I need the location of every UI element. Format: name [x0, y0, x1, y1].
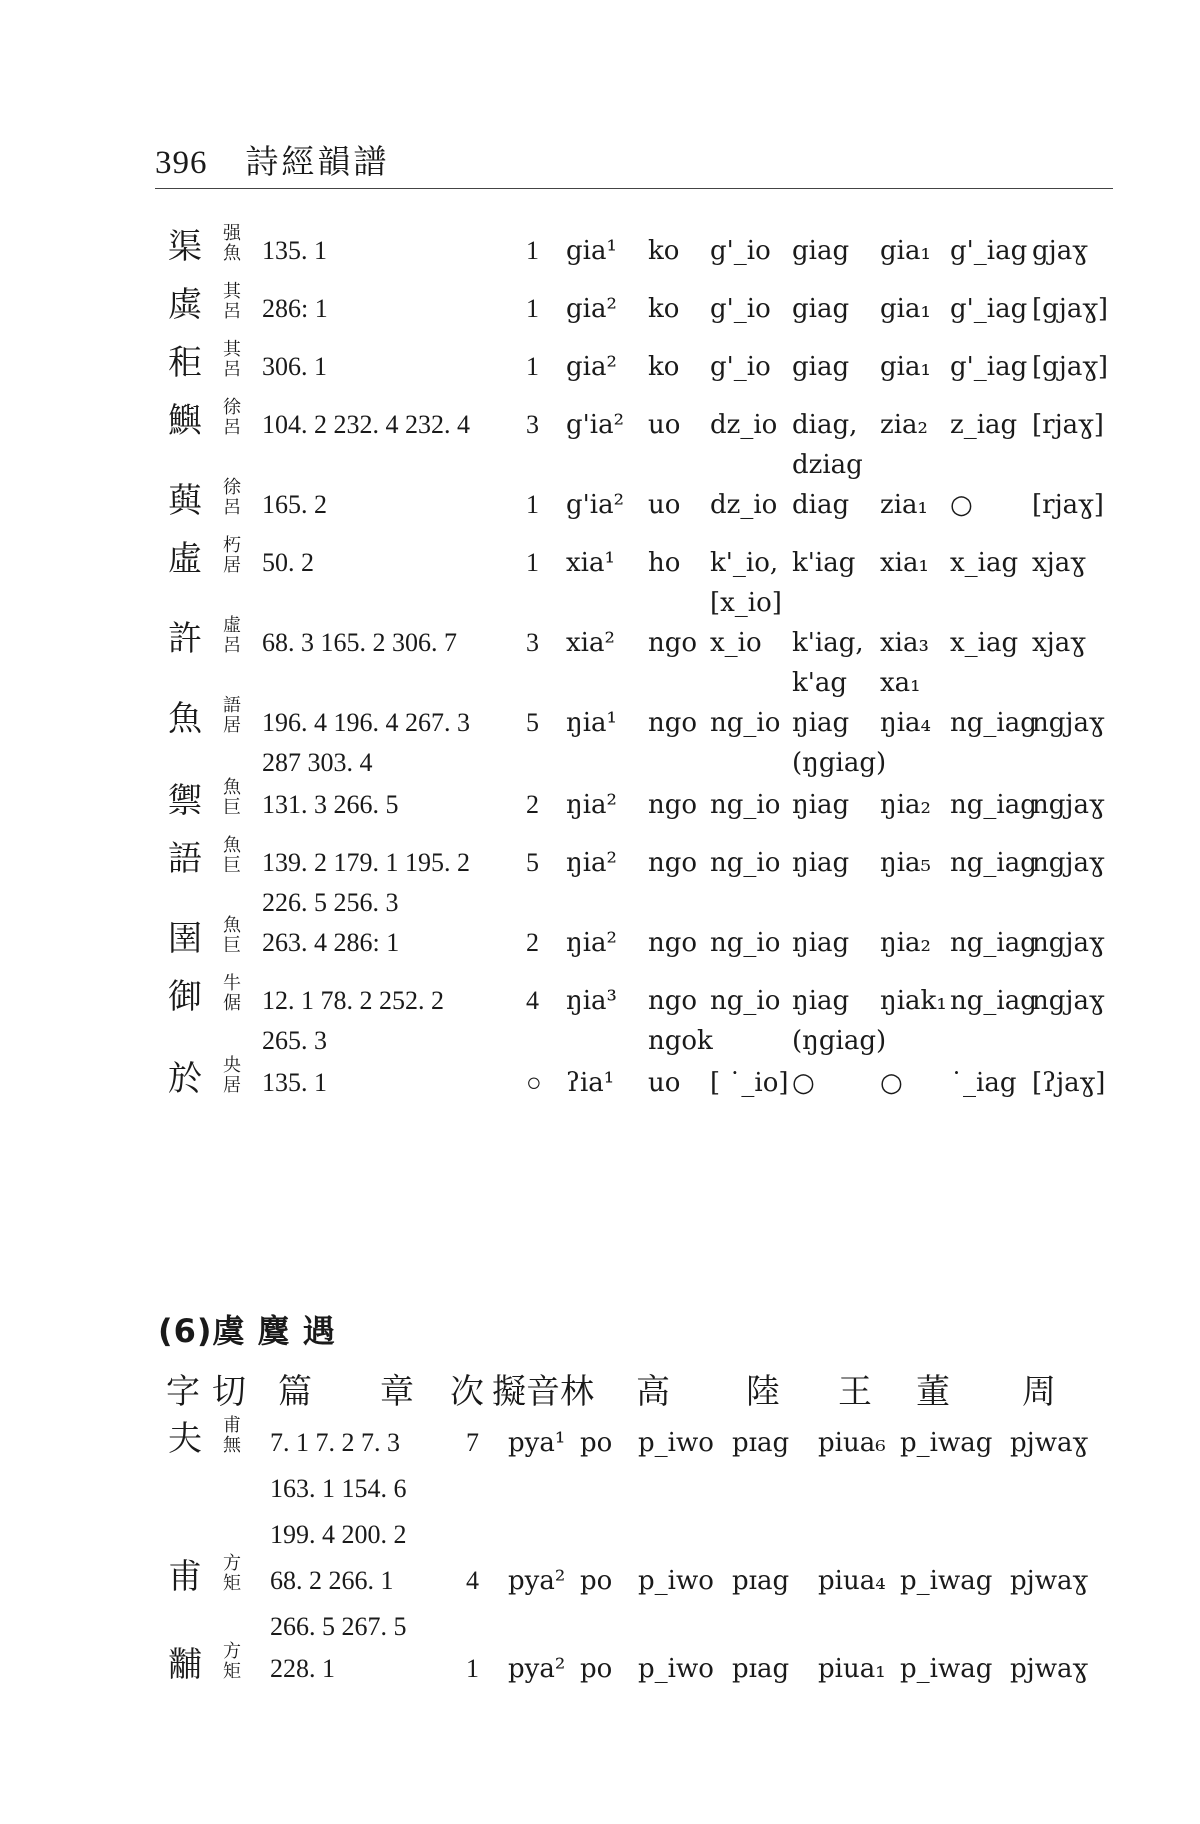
reconstruction-c1: gia¹ [566, 236, 617, 266]
reconstruction-c7: pjwaɣ [1010, 1566, 1089, 1596]
reconstruction-c2: po [580, 1654, 613, 1684]
reconstruction-c4: pɪag [732, 1566, 790, 1596]
reconstruction-c6: ○ [950, 490, 973, 520]
reconstruction-c3: p_iwo [638, 1654, 714, 1684]
reconstruction-c7: ngjaɣ [1032, 790, 1105, 820]
reconstruction-c2: ngo [648, 790, 698, 820]
reconstruction-c6: ng_iag [950, 928, 1037, 958]
head-character: 於 [168, 1059, 202, 1099]
reconstruction-c3: x_io [710, 628, 762, 658]
fanqie-upper: 魚 [223, 777, 241, 798]
table-row [0, 535, 1200, 618]
poem-reference: 228. 1 [270, 1654, 335, 1683]
column-header: 擬音 [492, 1372, 560, 1412]
poem-reference: 12. 1 78. 2 252. 2 [262, 986, 444, 1015]
head-character: 黼 [168, 1645, 202, 1685]
column-header: 篇 [278, 1372, 312, 1412]
reconstruction-c3: g'_io [710, 352, 771, 382]
reconstruction-c5: ŋiak₁ [880, 986, 947, 1016]
reconstruction-c5: gia₁ [880, 236, 931, 266]
reconstruction-c3: [ ˙_io] [710, 1068, 789, 1098]
reconstruction-c4: giag [792, 352, 850, 382]
reconstruction-c2: ko [648, 352, 680, 382]
table-row [0, 973, 1200, 1056]
poem-reference: 199. 4 200. 2 [270, 1520, 407, 1549]
fanqie-lower: 呂 [223, 497, 241, 518]
poem-reference: 50. 2 [262, 548, 314, 577]
column-header: 林 [560, 1372, 594, 1412]
reconstruction-c1: g'ia² [566, 490, 625, 520]
column-header: 高 [636, 1372, 670, 1412]
occurrence-count: 5 [526, 848, 539, 877]
reconstruction-c6: ˙_iag [950, 1068, 1017, 1098]
poem-reference: 135. 1 [262, 1068, 327, 1097]
reconstruction-c3: g'_io [710, 294, 771, 324]
occurrence-count: 4 [466, 1566, 479, 1595]
fanqie-lower: 魚 [223, 243, 241, 264]
column-header: 切 [212, 1372, 246, 1412]
occurrence-count: 4 [526, 986, 539, 1015]
fanqie-upper: 其 [223, 281, 241, 302]
occurrence-count: 1 [526, 236, 539, 265]
fanqie-lower: 居 [223, 715, 241, 736]
reconstruction-c7: [gjaɣ] [1032, 294, 1109, 324]
reconstruction-c4: ○ [792, 1068, 815, 1098]
occurrence-count: 3 [526, 410, 539, 439]
fanqie-lower: 無 [223, 1435, 241, 1456]
reconstruction-c3: p_iwo [638, 1428, 714, 1458]
reconstruction-c2: ko [648, 294, 680, 324]
head-character: 甫 [168, 1557, 202, 1597]
fanqie-lower: 矩 [223, 1661, 241, 1682]
fanqie-lower: 呂 [223, 417, 241, 438]
head-character: 許 [168, 619, 202, 659]
table-row [0, 695, 1200, 778]
poem-reference: 135. 1 [262, 236, 327, 265]
reconstruction-c4: ŋiag [792, 790, 850, 820]
fanqie-upper: 徐 [223, 477, 241, 498]
column-header: 董 [916, 1372, 950, 1412]
reconstruction-c2: ngo [648, 986, 698, 1016]
reconstruction-c1: ŋia³ [566, 986, 617, 1016]
head-character: 魚 [168, 699, 202, 739]
reconstruction-c3: ng_io [710, 708, 781, 738]
fanqie-upper: 央 [223, 1055, 241, 1076]
reconstruction-c1: g'ia² [566, 410, 625, 440]
reconstruction-c1: ŋia¹ [566, 708, 617, 738]
reconstruction-c7: [rjaɣ] [1032, 490, 1104, 520]
column-header: 次 [450, 1372, 484, 1412]
reconstruction-alt: (ŋgiag) [792, 748, 887, 778]
reconstruction-c2: po [580, 1566, 613, 1596]
reconstruction-c4: giag [792, 294, 850, 324]
head-character: 秬 [168, 343, 202, 383]
reconstruction-c1: pya¹ [508, 1428, 566, 1458]
fanqie-upper: 魚 [223, 835, 241, 856]
reconstruction-c4: pɪag [732, 1428, 790, 1458]
reconstruction-c7: ngjaɣ [1032, 928, 1105, 958]
fanqie-upper: 方 [223, 1641, 241, 1662]
occurrence-count: 1 [526, 548, 539, 577]
fanqie-lower: 巨 [223, 797, 241, 818]
reconstruction-c4: ŋiag [792, 848, 850, 878]
poem-reference: 287 303. 4 [262, 748, 373, 777]
column-header: 王 [838, 1372, 872, 1412]
table-row [0, 1641, 1200, 1714]
table-row [0, 1553, 1200, 1641]
head-character: 圉 [168, 919, 202, 959]
fanqie-lower: 居 [223, 555, 241, 576]
reconstruction-c1: pya² [508, 1654, 566, 1684]
reconstruction-c2: uo [648, 410, 681, 440]
reconstruction-c4: ŋiag [792, 928, 850, 958]
poem-reference: 266. 5 267. 5 [270, 1612, 407, 1641]
occurrence-count: 3 [526, 628, 539, 657]
reconstruction-c2: ngo [648, 848, 698, 878]
reconstruction-c5: xia₃ [880, 628, 929, 658]
fanqie-lower: 倨 [223, 993, 241, 1014]
table-row [0, 397, 1200, 480]
fanqie-upper: 魚 [223, 915, 241, 936]
reconstruction-c4: diag [792, 490, 850, 520]
reconstruction-c6: p_iwag [900, 1654, 993, 1684]
poem-reference: 165. 2 [262, 490, 327, 519]
reconstruction-c7: [rjaɣ] [1032, 410, 1104, 440]
reconstruction-c6: g'_iag [950, 236, 1028, 266]
head-character: 夫 [168, 1419, 202, 1459]
reconstruction-c2: uo [648, 1068, 681, 1098]
header-rule [155, 188, 1113, 189]
fanqie-lower: 呂 [223, 301, 241, 322]
reconstruction-c5: xia₁ [880, 548, 929, 578]
reconstruction-c4: k'iag [792, 548, 856, 578]
fanqie-lower: 矩 [223, 1573, 241, 1594]
reconstruction-c6: x_iag [950, 628, 1019, 658]
reconstruction-c1: ʔia¹ [566, 1068, 615, 1098]
reconstruction-c5: gia₁ [880, 294, 931, 324]
reconstruction-c3: ng_io [710, 928, 781, 958]
head-character: 虛 [168, 539, 202, 579]
table-row [0, 835, 1200, 917]
reconstruction-c5: ○ [880, 1068, 903, 1098]
reconstruction-alt: dziag [792, 450, 863, 480]
poem-reference: 163. 1 154. 6 [270, 1474, 407, 1503]
reconstruction-c1: gia² [566, 352, 617, 382]
fanqie-upper: 語 [223, 695, 241, 716]
reconstruction-c3: p_iwo [638, 1566, 714, 1596]
reconstruction-c3: k'_io, [710, 548, 779, 578]
reconstruction-c5: zia₁ [880, 490, 928, 520]
reconstruction-c2: ngo [648, 628, 698, 658]
occurrence-count: 1 [526, 490, 539, 519]
occurrence-count: 1 [526, 294, 539, 323]
head-character: 藇 [168, 481, 202, 521]
reconstruction-c3: ng_io [710, 790, 781, 820]
reconstruction-c6: p_iwag [900, 1428, 993, 1458]
table-row [0, 1415, 1200, 1549]
occurrence-count: 1 [526, 352, 539, 381]
reconstruction-c2: ngo [648, 708, 698, 738]
poem-reference: 68. 3 165. 2 306. 7 [262, 628, 457, 657]
reconstruction-c4: ŋiag [792, 986, 850, 1016]
fanqie-upper: 徐 [223, 397, 241, 418]
reconstruction-c7: gjaɣ [1032, 236, 1088, 266]
fanqie-lower: 居 [223, 1075, 241, 1096]
occurrence-count: ○ [526, 1068, 542, 1097]
fanqie-upper: 甫 [223, 1415, 241, 1436]
reconstruction-c3: dz_io [710, 410, 778, 440]
reconstruction-c4: k'iag, [792, 628, 864, 658]
reconstruction-c5: gia₁ [880, 352, 931, 382]
poem-reference: 131. 3 266. 5 [262, 790, 399, 819]
reconstruction-c7: ngjaɣ [1032, 708, 1105, 738]
reconstruction-c6: x_iag [950, 548, 1019, 578]
head-character: 虡 [168, 285, 202, 325]
reconstruction-c5: piua₄ [818, 1566, 886, 1596]
reconstruction-c4: ŋiag [792, 708, 850, 738]
reconstruction-c2: ko [648, 236, 680, 266]
reconstruction-c7: ngjaɣ [1032, 848, 1105, 878]
poem-reference: 7. 1 7. 2 7. 3 [270, 1428, 400, 1457]
reconstruction-c6: g'_iag [950, 352, 1028, 382]
fanqie-upper: 朽 [223, 535, 241, 556]
reconstruction-c5: ŋia₅ [880, 848, 931, 878]
fanqie-lower: 巨 [223, 935, 241, 956]
reconstruction-c3: ng_io [710, 848, 781, 878]
head-character: 鱮 [168, 401, 202, 441]
poem-reference: 139. 2 179. 1 195. 2 [262, 848, 470, 877]
reconstruction-c3: ng_io [710, 986, 781, 1016]
reconstruction-alt: ngok [648, 1026, 713, 1056]
poem-reference: 263. 4 286: 1 [262, 928, 400, 957]
reconstruction-c6: p_iwag [900, 1566, 993, 1596]
head-character: 渠 [168, 227, 202, 267]
fanqie-lower: 呂 [223, 635, 241, 656]
reconstruction-c7: pjwaɣ [1010, 1654, 1089, 1684]
reconstruction-c5: ŋia₂ [880, 790, 931, 820]
reconstruction-c2: ngo [648, 928, 698, 958]
fanqie-upper: 虛 [223, 615, 241, 636]
poem-reference: 306. 1 [262, 352, 327, 381]
reconstruction-c6: ng_iag [950, 790, 1037, 820]
head-character: 御 [168, 977, 202, 1017]
occurrence-count: 1 [466, 1654, 479, 1683]
reconstruction-c7: [gjaɣ] [1032, 352, 1109, 382]
column-header: 字 [166, 1372, 200, 1412]
reconstruction-c6: g'_iag [950, 294, 1028, 324]
reconstruction-c1: ŋia² [566, 848, 617, 878]
poem-reference: 226. 5 256. 3 [262, 888, 399, 917]
reconstruction-c3: dz_io [710, 490, 778, 520]
fanqie-upper: 方 [223, 1553, 241, 1574]
section-title: (6)虞 麌 遇 [158, 1312, 336, 1350]
page-number: 396 [155, 145, 208, 181]
poem-reference: 68. 2 266. 1 [270, 1566, 394, 1595]
occurrence-count: 2 [526, 790, 539, 819]
occurrence-count: 7 [466, 1428, 479, 1457]
reconstruction-alt: (ŋgiag) [792, 1026, 887, 1056]
occurrence-count: 5 [526, 708, 539, 737]
page-header [155, 136, 389, 183]
reconstruction-c4: giag [792, 236, 850, 266]
reconstruction-c1: gia² [566, 294, 617, 324]
reconstruction-c7: [ʔjaɣ] [1032, 1068, 1106, 1098]
reconstruction-c5: ŋia₄ [880, 708, 931, 738]
reconstruction-c1: ŋia² [566, 790, 617, 820]
reconstruction-c7: xjaɣ [1032, 548, 1086, 578]
poem-reference: 196. 4 196. 4 267. 3 [262, 708, 470, 737]
reconstruction-c5: zia₂ [880, 410, 928, 440]
reconstruction-c2: po [580, 1428, 613, 1458]
reconstruction-c2: ho [648, 548, 681, 578]
reconstruction-c1: pya² [508, 1566, 566, 1596]
reconstruction-c1: xia¹ [566, 548, 615, 578]
reconstruction-c7: pjwaɣ [1010, 1428, 1089, 1458]
reconstruction-c4: diag, [792, 410, 858, 440]
fanqie-upper: 牛 [223, 973, 241, 994]
poem-reference: 265. 3 [262, 1026, 327, 1055]
fanqie-upper: 其 [223, 339, 241, 360]
reconstruction-c1: xia² [566, 628, 615, 658]
table-row [0, 615, 1200, 698]
reconstruction-alt: k'ag [792, 668, 848, 698]
reconstruction-c6: ng_iag [950, 848, 1037, 878]
reconstruction-c4: pɪag [732, 1654, 790, 1684]
reconstruction-c3: g'_io [710, 236, 771, 266]
poem-reference: 286: 1 [262, 294, 328, 323]
running-title: 詩經韻譜 [245, 142, 390, 181]
table-row [0, 1055, 1200, 1128]
fanqie-lower: 呂 [223, 359, 241, 380]
reconstruction-c1: ŋia² [566, 928, 617, 958]
reconstruction-c2: uo [648, 490, 681, 520]
reconstruction-c6: ng_iag [950, 986, 1037, 1016]
reconstruction-c5: ŋia₂ [880, 928, 931, 958]
poem-reference: 104. 2 232. 4 232. 4 [262, 410, 470, 439]
column-header: 章 [380, 1372, 414, 1412]
reconstruction-alt: xa₁ [880, 668, 921, 698]
reconstruction-c6: z_iag [950, 410, 1018, 440]
column-header: 陸 [746, 1372, 780, 1412]
reconstruction-alt: [x_io] [710, 588, 782, 618]
fanqie-upper: 强 [223, 223, 241, 244]
reconstruction-c7: xjaɣ [1032, 628, 1086, 658]
reconstruction-c5: piua₆ [818, 1428, 886, 1458]
occurrence-count: 2 [526, 928, 539, 957]
fanqie-lower: 巨 [223, 855, 241, 876]
head-character: 語 [168, 839, 202, 879]
head-character: 禦 [168, 781, 202, 821]
column-header: 周 [1022, 1372, 1056, 1412]
reconstruction-c5: piua₁ [818, 1654, 886, 1684]
reconstruction-c6: ng_iag [950, 708, 1037, 738]
reconstruction-c7: ngjaɣ [1032, 986, 1105, 1016]
